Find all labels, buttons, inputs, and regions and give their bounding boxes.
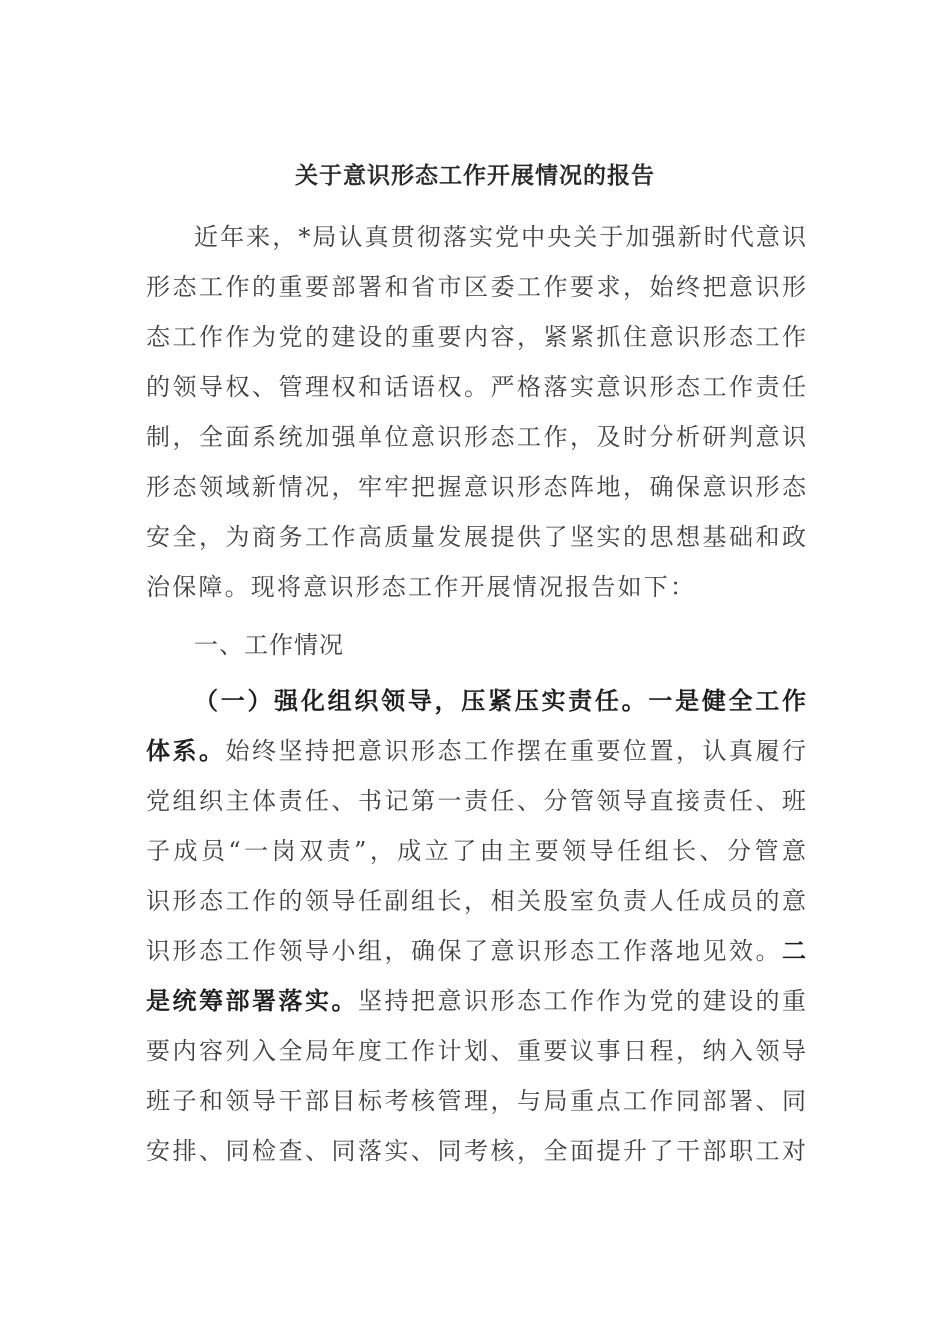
p2-subheading-1: 体系。 <box>146 736 226 765</box>
p2-line-10: 安排、同检查、同落实、同考核，全面提升了干部职工对 <box>146 1137 806 1165</box>
intro-line-2: 形态工作的重要部署和省市区委工作要求，始终把意识形 <box>146 273 806 301</box>
intro-line-6: 形态领域新情况，牢牢把握意识形态阵地，确保意识形态 <box>146 473 806 501</box>
p2-line-6 <box>146 926 806 976</box>
p2-line-7-text: 坚持把意识形态工作作为党的建设的重 <box>358 987 806 1015</box>
p2-line-2-text: 始终坚持把意识形态工作摆在重要位置，认真履行 <box>225 737 806 765</box>
p2-line-9: 班子和领导干部目标考核管理，与局重点工作同部署、同 <box>146 1087 806 1115</box>
intro-line-3: 态工作作为党的建设的重要内容，紧紧抓住意识形态工作 <box>146 323 806 351</box>
intro-line-8: 治保障。现将意识形态工作开展情况报告如下： <box>146 573 697 601</box>
p2-line-5: 识形态工作的领导任副组长，相关股室负责人任成员的意 <box>146 887 806 915</box>
p2-line-1 <box>194 676 806 726</box>
p2-line-3: 党组织主体责任、书记第一责任、分管领导直接责任、班 <box>146 787 806 815</box>
p2-line-2 <box>146 726 806 776</box>
p2-heading-bold: （一）强化组织领导，压紧压实责任。一是健全工作 <box>194 686 806 715</box>
intro-line-1: 近年来，*局认真贯彻落实党中央关于加强新时代意识 <box>194 223 806 251</box>
document-title: 关于意识形态工作开展情况的报告 <box>295 162 655 189</box>
p2-line-6-text: 识形态工作领导小组，确保了意识形态工作落地见效。 <box>146 937 782 965</box>
p2-line-8: 要内容列入全局年度工作计划、重要议事日程，纳入领导 <box>146 1037 806 1065</box>
section-heading: 一、工作情况 <box>194 631 344 659</box>
p2-subheading-2: 是统筹部署落实。 <box>146 986 358 1015</box>
intro-line-5: 制，全面系统加强单位意识形态工作，及时分析研判意识 <box>146 423 806 451</box>
intro-line-4: 的领导权、管理权和话语权。严格落实意识形态工作责任 <box>146 373 806 401</box>
intro-line-7: 安全，为商务工作高质量发展提供了坚实的思想基础和政 <box>146 523 806 551</box>
p2-line-4: 子成员“一岗双责”，成立了由主要领导任组长、分管意 <box>146 837 806 865</box>
p2-subheading-2-start: 二 <box>782 936 806 965</box>
p2-line-7 <box>146 976 806 1026</box>
